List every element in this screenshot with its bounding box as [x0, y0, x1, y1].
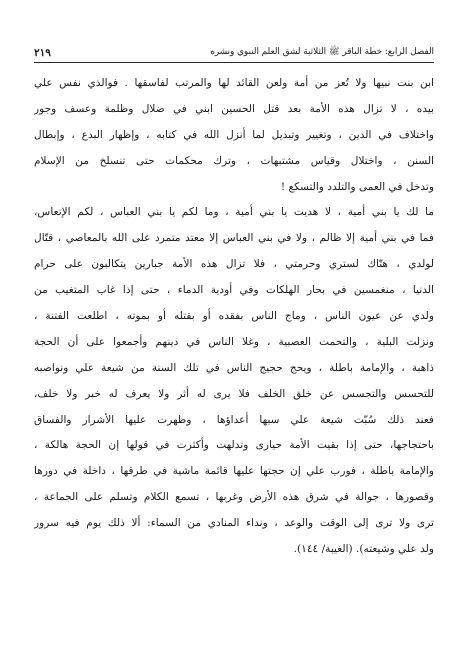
- text-line: الدنيا ، منغمسين في بحار الهلكات وفي أودية الدماء ، حتى إذا غاب المتغيب من: [34, 284, 434, 297]
- text-line: لولدي ، هتّاك لستري وحرمتي ، فلا تزال هذه الأمة جبارين يتكالبون على حرام: [34, 258, 434, 271]
- text-line: ترى ولا ترى إلى الوقت والوعد ، ونداء المنادي من السماء: ألا ذلك يوم فيه سرور: [34, 517, 434, 530]
- text-line: باحتجاجها، حتى إذا بقيت الأمة حيارى وتدلهت وأكثرت في قولها إن الحجة هالكة ،: [34, 439, 434, 452]
- text-line: وقصورها ، جوالة في شرق هذه الأرض وغربها ، تسمع الكلام وتسلم على الجماعة ،: [34, 491, 434, 504]
- text-line: ولدي عن عيون الناس ، وماج الناس بفقده أو بقتله أو بموته ، اطلعت الفتنة ،: [34, 310, 434, 323]
- text-line: ما لك يا بني أمية ، لا هديت يا بني أمية ، وما لكم يا بني العباس ، لكم الإتعاس،: [34, 206, 434, 219]
- running-header: [34, 45, 434, 61]
- text-line: وتدخل في العمى والتلدد والتسكع !: [280, 180, 434, 193]
- page-number: ٢١٩: [34, 47, 51, 59]
- text-line: للتحسس والتجسس عن خلق الخلف فلا يرى له أثر ولا يعرف له خبر ولا خلف،: [34, 387, 434, 400]
- text-line: ولد علي وشيعته). (الغيبة/ ١٤٤).: [293, 543, 434, 556]
- text-line: فما في بني أمية إلا ظالم ، ولا في بني العباس إلا معتد متمرد على الله بالمعاصي ، قتّال: [34, 232, 434, 245]
- text-line: ونزلت البلية ، والتحمت العصبية ، وغلا الناس في دينهم وأجمعوا على أن الحجة: [34, 335, 434, 348]
- text-line: السنن ، واختلال وقياس مشتبهات ، وترك محكمات حتى تنسلخ من الإسلام: [34, 154, 434, 167]
- chapter-title: الفصل الرابع: خطة الباقر ﷺ الثلاثية لشق العلم النبوي ونشره: [210, 47, 434, 57]
- body-text: [34, 71, 434, 563]
- text-line: ابن بنت نبيها ولا تُعز من أمة ولعن القائد لها والمرتب لفاسقها . فوالذي نفس علي: [34, 77, 434, 89]
- text-line: ذاهبة ، والإمامة باطلة ، ويحج حجيج الناس في تلك السنة من شيعة علي ونواصبه: [34, 361, 434, 374]
- text-line: بيده ، لا تزال هذه الأمة بعد قتل الحسين ابني في ضلال وظلمة وعسف وجور: [34, 102, 434, 115]
- header-rule: [34, 62, 434, 63]
- text-line: فعند ذلك سُبّت شيعة علي سبها أعداؤها ، وظهرت عليها الأشرار والفساق: [34, 413, 434, 426]
- text-line: والإمامة باطلة ، فورب علي إن حجتها عليها قائمة ماشية في طرقها ، داخلة في دورها: [34, 465, 434, 478]
- text-line: واختلاف في الدين ، وتغيير وتبديل لما أنزل الله في كتابه ، وإظهار البدع ، وإبطال: [34, 128, 434, 141]
